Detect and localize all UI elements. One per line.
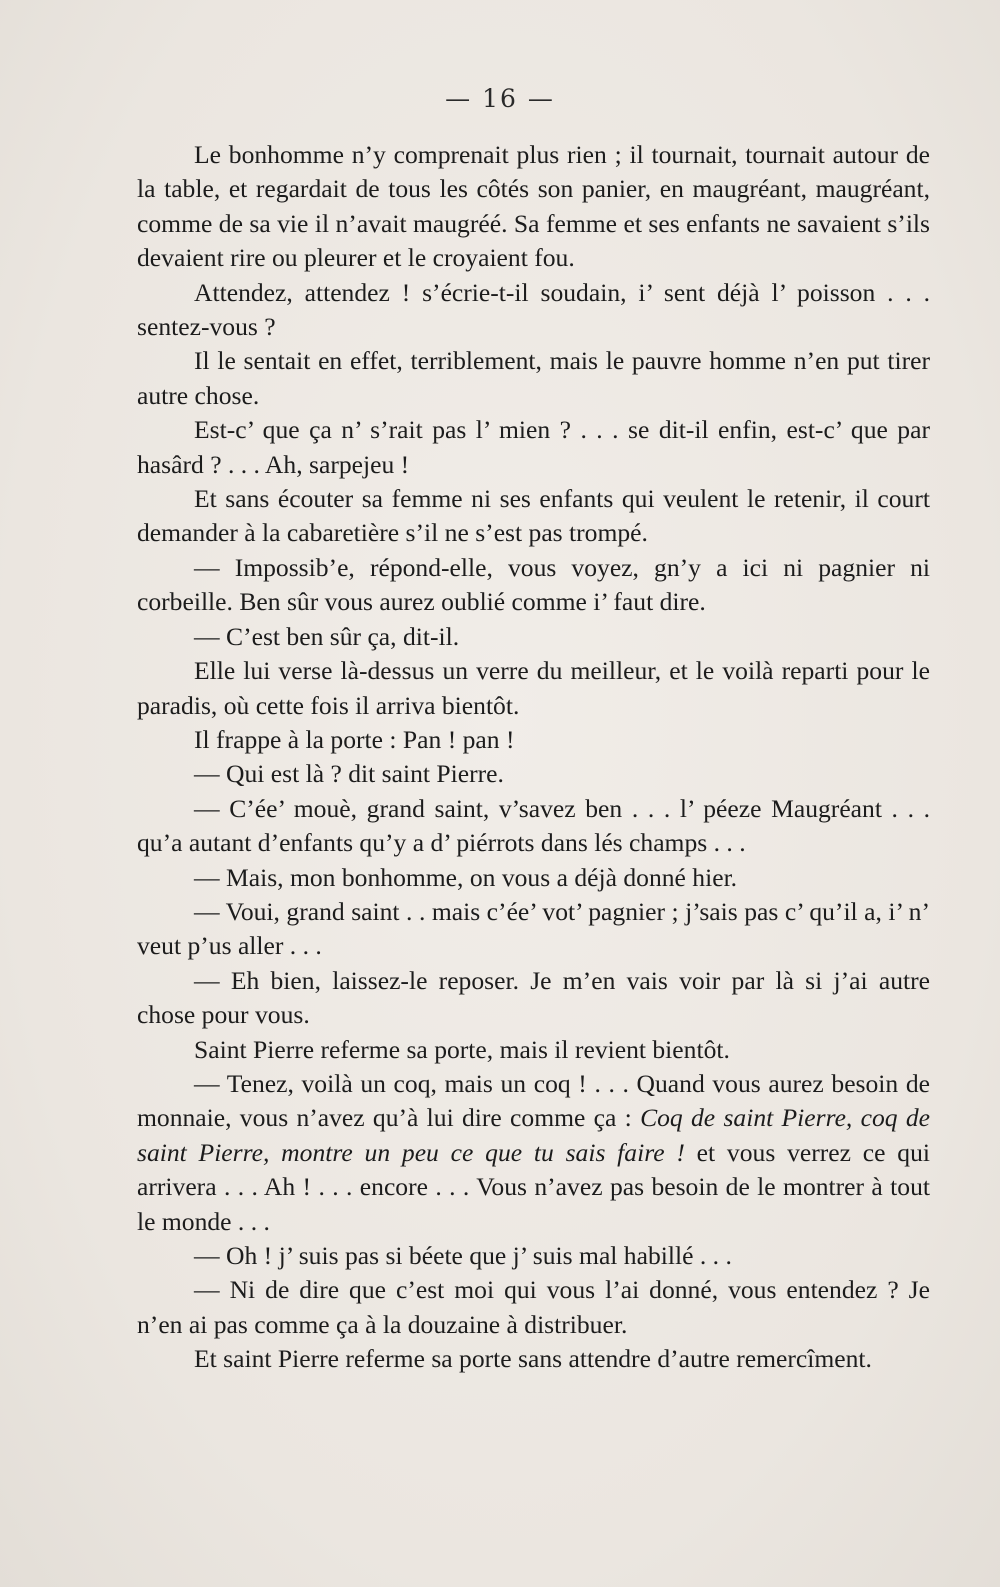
paragraph: Et saint Pierre referme sa porte sans attendre d’autre remercîment. <box>194 1344 872 1374</box>
paragraph: — Qui est là ? dit saint Pierre. <box>194 759 504 789</box>
paragraph: Attendez, attendez ! s’écrie-t-il soudain, i’ sent déjà l’ poisson . . . sentez-vous ? <box>137 277 930 342</box>
paragraph: — Oh ! j’ suis pas si béete que j’ suis mal habillé . . . <box>194 1241 732 1270</box>
paragraph: — Voui, grand saint . . mais c’ée’ vot’ pagnier ; j’sais pas c’ qu’il a, i’ n’ veut p’us aller . . . <box>137 896 930 961</box>
paragraph: — Eh bien, laissez-le reposer. Je m’en vais voir par là si j’ai autre chose pour vous. <box>137 965 930 1030</box>
coq-text-before: — Tenez, voilà un coq, mais un coq ! . . . Quand vous aurez besoin de monnaie, vous n’avez qu’à lui dire comme ça : <box>137 1068 930 1133</box>
paragraph: — Impossib’e, répond-elle, vous voyez, gn’y a ici ni pagnier ni corbeille. Ben sûr vous aurez oublié comme i’ faut dire. <box>137 552 930 617</box>
paragraph: — C’ée’ mouè, grand saint, v’savez ben . . . l’ péeze Maugréant . . . qu’a autant d’enfants qu’y a d’ piérrots dans lés champs . . . <box>137 793 930 858</box>
paragraph: Il frappe à la porte : Pan ! pan ! <box>194 724 515 754</box>
paragraph: Il le sentait en effet, terriblement, mais le pauvre homme n’en put tirer autre chose. <box>137 346 930 410</box>
paragraph: — Ni de dire que c’est moi qui vous l’ai donné, vous entendez ? Je n’en ai pas comme ça à la douzaine à distribuer. <box>137 1275 930 1339</box>
paragraph: Est-c’ que ça n’ s’rait pas l’ mien ? . . . se dit-il enfin, est-c’ que par hasârd ? . . . Ah, sarpejeu ! <box>137 415 930 479</box>
paragraph: Saint Pierre referme sa porte, mais il revient bientôt. <box>194 1034 730 1064</box>
coq-text-after: et vous verrez ce qui arrivera . . . Ah ! . . . encore . . . Vous n’avez pas besoin de le montrer à tout le monde . . . <box>137 1137 930 1236</box>
paragraph-coq <box>137 1067 930 1239</box>
paragraph: Et sans écouter sa femme ni ses enfants qui veulent le retenir, il court demander à la cabaretière s’il ne s’est pas trompé. <box>137 484 930 548</box>
coq-incantation: Coq de saint Pierre, coq de saint Pierre, montre un peu ce que tu sais faire ! <box>137 1103 931 1167</box>
paragraph: Elle lui verse là-dessus un verre du meilleur, et le voilà reparti pour le paradis, où cette fois il arriva bientôt. <box>137 656 930 720</box>
page-number: — 16 — <box>445 84 555 113</box>
paragraph: Le bonhomme n’y comprenait plus rien ; il tournait, tournait autour de la table, et regardait de tous les côtés son panier, en maugréant, maugréant, comme de sa vie il n’avait maugréé. Sa femme et ses enfants ne savaient s’ils devaient rire ou pleurer et le croyaient fou. <box>137 140 930 273</box>
body-text <box>137 138 930 1377</box>
paragraph: — Mais, mon bonhomme, on vous a déjà donné hier. <box>194 862 738 892</box>
paragraph: — C’est ben sûr ça, dit-il. <box>194 621 460 651</box>
